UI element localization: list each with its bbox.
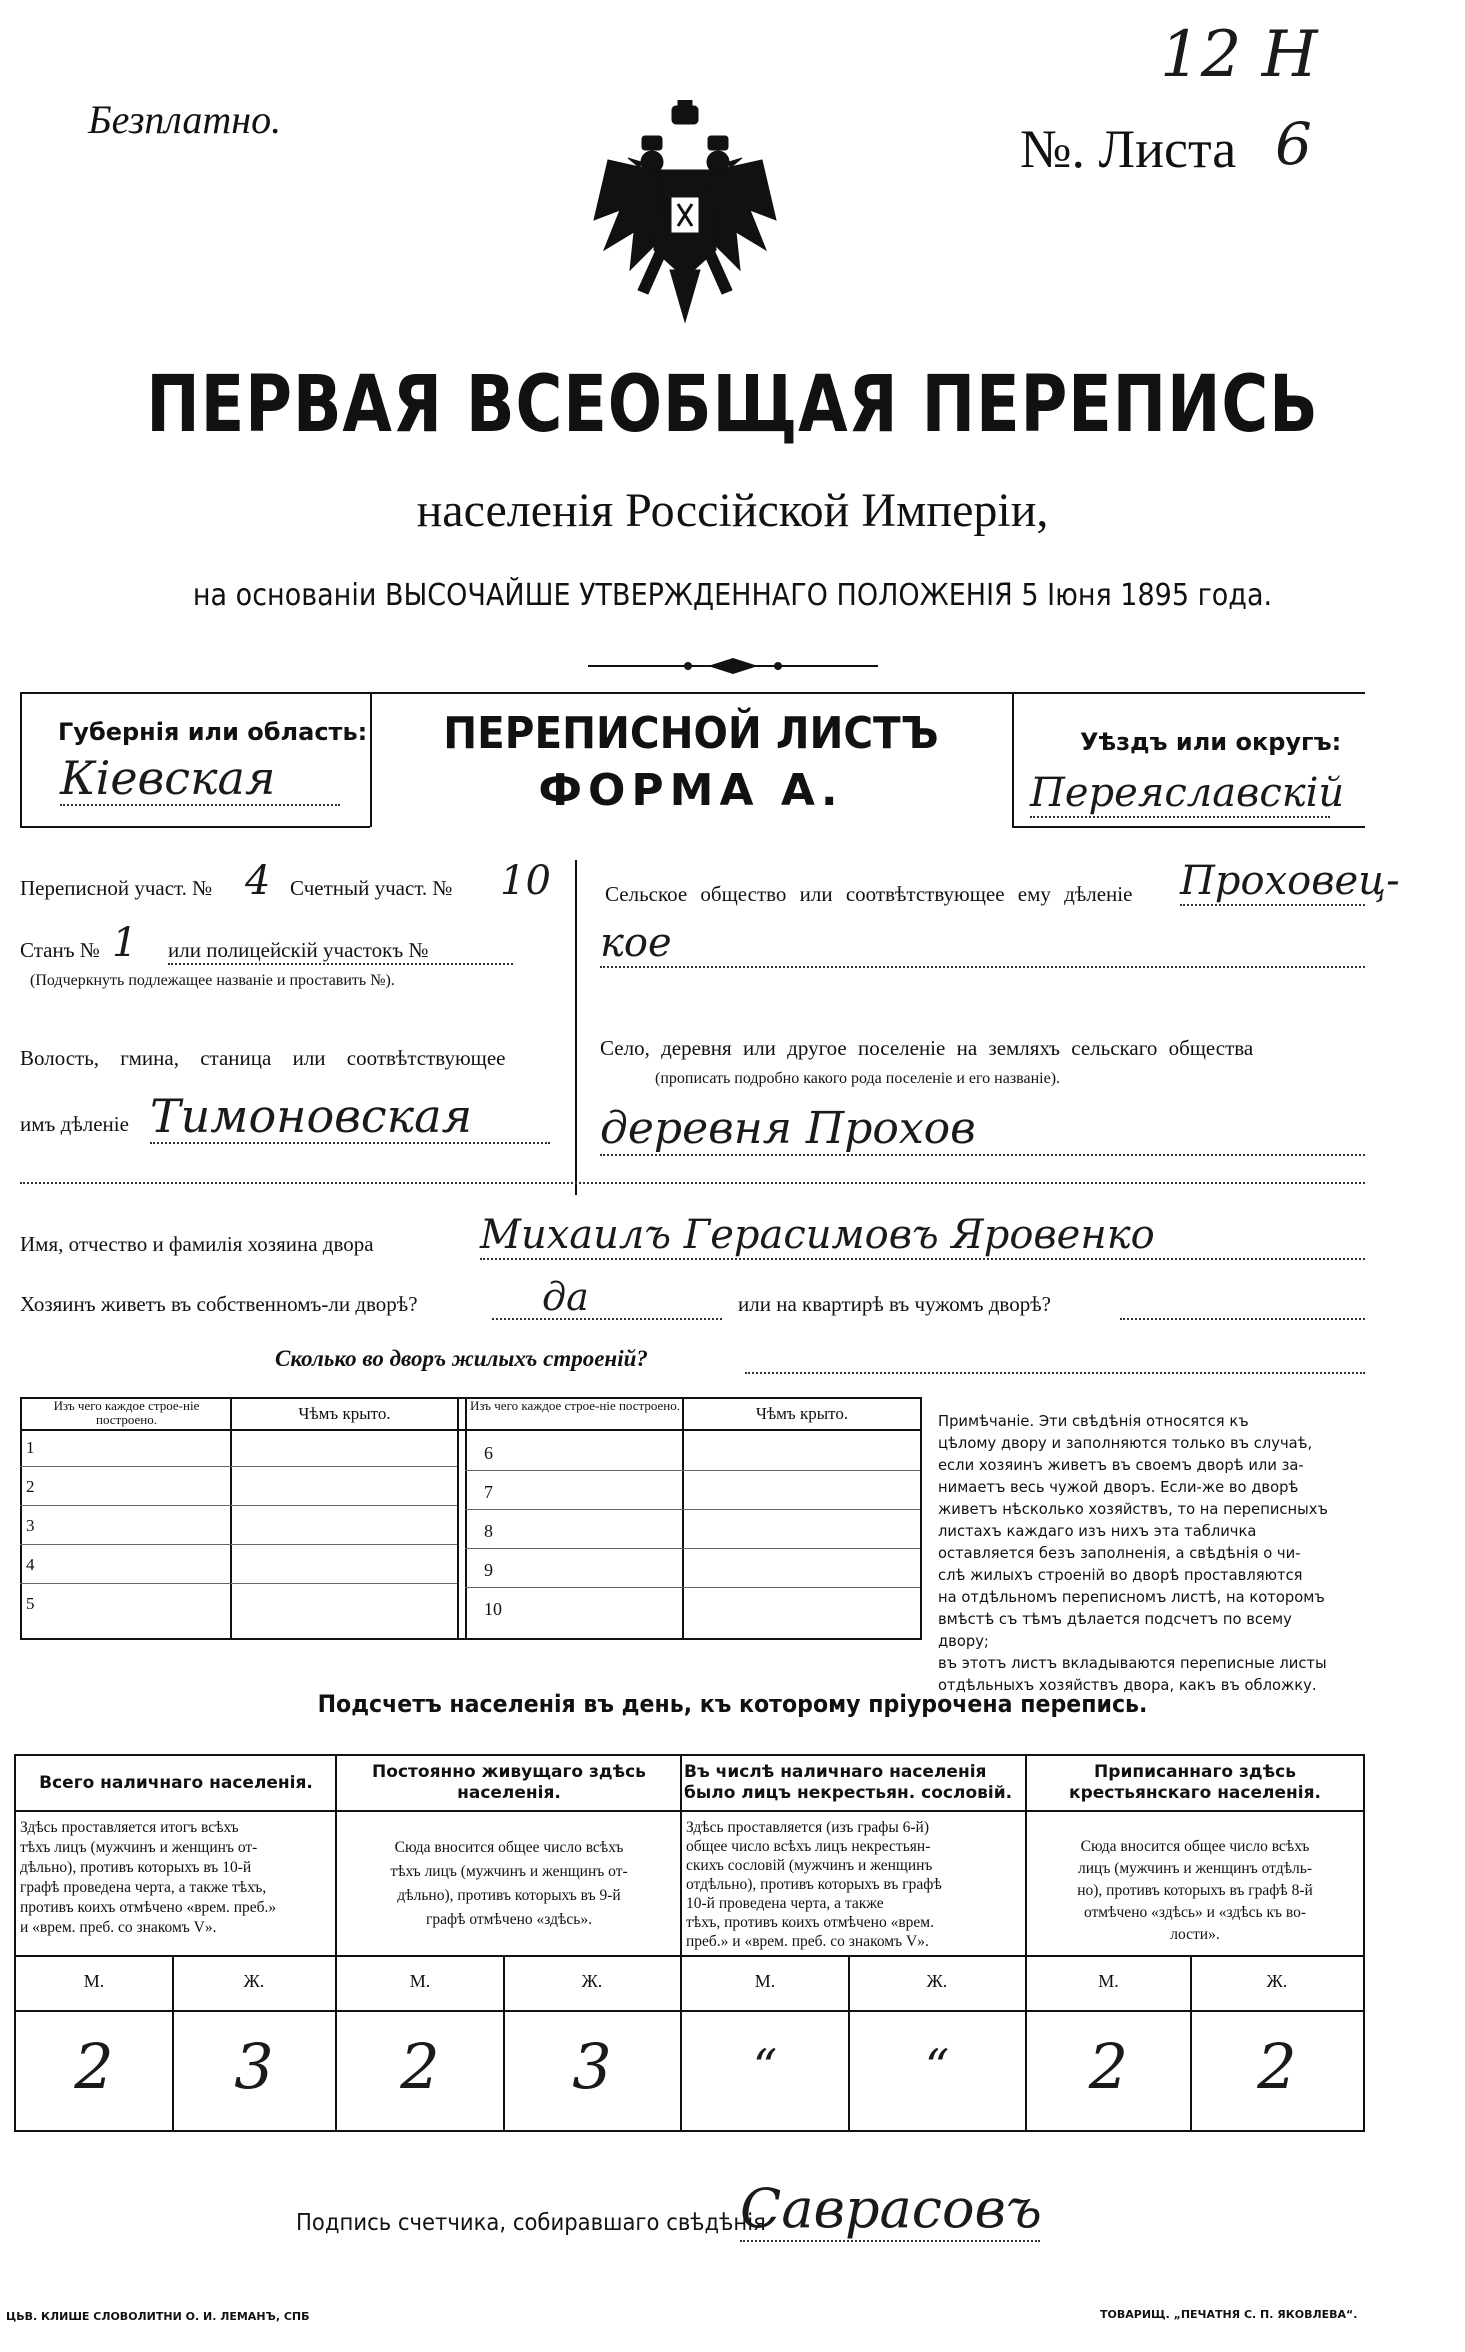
rented-label: или на квартирѣ въ чужомъ дворѣ? <box>738 1292 1051 1316</box>
document-subtitle: населенія Россійской Имперіи, <box>416 484 1049 537</box>
note-line: слѣ жилыхъ строеній во дворѣ проставляются <box>938 1566 1303 1584</box>
count-col-title: Въ числѣ наличнаго населенія было лицъ некрестьян. сословій. <box>684 1762 1013 1803</box>
volost-label-2: имъ дѣленіе <box>20 1112 129 1136</box>
note-line: вмѣстѣ съ тѣмъ дѣлается подсчетъ по всему двору; <box>938 1610 1292 1650</box>
female-label: Ж. <box>243 1971 265 1991</box>
double-headed-eagle-emblem <box>590 100 780 325</box>
row-number: 8 <box>484 1521 493 1541</box>
count-col-desc: Сюда вносится общее число всѣхъ тѣхъ лицъ (мужчинъ и женщинъ от- дѣльно), противъ которыхъ въ 9-й графѣ отмѣчено «здѣсь». <box>390 1839 628 1928</box>
sheet-number-label: №. Листа <box>1020 119 1237 179</box>
society-label: Сельское общество или соотвѣтствующее ему дѣленіе <box>605 882 1133 906</box>
male-count: 2 <box>1088 2030 1129 2103</box>
female-count: 3 <box>234 2030 274 2103</box>
female-label: Ж. <box>581 1971 603 1991</box>
male-label: М. <box>754 1971 776 1991</box>
right-imprint: ТОВАРИЩ. „ПЕЧАТНЯ С. П. ЯКОВЛЕВА“. <box>1100 2308 1358 2321</box>
male-count: “ <box>752 2039 778 2095</box>
row-number: 9 <box>484 1560 493 1580</box>
society-value-2: кое <box>600 920 1365 968</box>
note-line: отдѣльныхъ хозяйствъ двора, какъ въ обложку. <box>938 1676 1317 1694</box>
signature-value: Саврасовъ <box>740 2177 1042 2240</box>
free-label: Безплатно. <box>88 97 282 142</box>
count-col-title: Всего наличнаго населенія. <box>39 1773 313 1793</box>
uezd-label: Уѣздъ или округъ: <box>1080 728 1342 756</box>
signature-label: Подпись счетчика, собиравшаго свѣдѣнія <box>296 2210 766 2236</box>
row-number: 6 <box>484 1443 493 1463</box>
male-count: 2 <box>74 2030 114 2103</box>
owner-value: Михаилъ Герасимовъ Яровенко <box>480 1212 1365 1260</box>
female-count: 2 <box>1257 2030 1297 2103</box>
buildings-question: Сколько во дворъ жилыхъ строеній? <box>275 1346 648 1371</box>
form-title: ПЕРЕПИСНОЙ ЛИСТЪ <box>443 708 939 759</box>
note-line: живетъ нѣсколько хозяйствъ, то на переписныхъ <box>938 1500 1328 1518</box>
left-imprint: ЦЬВ. КЛИШЕ СЛОВОЛИТНИ О. И. ЛЕМАНЪ, СПБ <box>6 2310 310 2323</box>
rented-blank <box>1120 1316 1365 1320</box>
document-title: ПЕРВАЯ ВСЕОБЩАЯ ПЕРЕПИСЬ <box>146 360 1319 450</box>
owner-label: Имя, отчество и фамилія хозяина двора <box>20 1232 374 1256</box>
gubernia-label: Губернія или область: <box>58 718 368 746</box>
note-line: Примѣчаніе. Эти свѣдѣнія относятся къ <box>938 1412 1249 1430</box>
count-area-value: 10 <box>500 858 551 904</box>
count-col-desc: Сюда вносится общее число всѣхъ лицъ (мужчинъ и женщинъ отдѣль- но), противъ которыхъ въ графѣ 8-й отмѣчено «здѣсь» и «здѣсь къ во- лости». <box>1077 1838 1313 1943</box>
own-yard-value: да <box>492 1276 722 1320</box>
society-value-1: Проховец- <box>1180 858 1400 904</box>
sheet-number-value: 6 <box>1275 110 1312 178</box>
male-label: М. <box>409 1971 431 1991</box>
corner-marks: 12 H <box>1160 18 1318 92</box>
row-number: 2 <box>26 1477 35 1496</box>
note-line: оставляется безъ заполненія, а свѣдѣнія о чи- <box>938 1544 1301 1562</box>
note-block <box>938 1410 1342 1696</box>
buildings-blank <box>745 1370 1365 1374</box>
row-number: 5 <box>26 1594 35 1613</box>
note-line: нимаетъ весь чужой дворъ. Если-же во дворѣ <box>938 1478 1299 1496</box>
female-label: Ж. <box>926 1971 948 1991</box>
col-roof-right: Чѣмъ крыто. <box>755 1404 849 1423</box>
count-col-title: Постоянно живущаго здѣсь населенія. <box>372 1762 646 1803</box>
col-what-right: Изъ чего каждое строе-ніе построено. <box>470 1398 680 1413</box>
count-col-title: Приписаннаго здѣсь крестьянскаго населенія. <box>1069 1762 1321 1803</box>
stan-value: 1 <box>112 920 138 966</box>
legal-basis: на основаніи ВЫСОЧАЙШЕ УТВЕРЖДЕННАГО ПОЛОЖЕНІЯ 5 Іюня 1895 года. <box>192 578 1273 613</box>
female-count: “ <box>924 2039 950 2095</box>
count-col-desc: Здѣсь проставляется итогъ всѣхъ тѣхъ лицъ (мужчинъ и женщинъ от- дѣльно), противъ которыхъ въ 10-й графѣ проведена черта, а также тѣхъ, противъ коихъ отмѣчено «врем. преб.» и «врем. преб. со знакомъ V». <box>20 1819 277 1936</box>
female-label: Ж. <box>1266 1971 1288 1991</box>
village-note: (прописать подробно какого рода поселеніе и его названіе). <box>655 1070 1061 1087</box>
count-heading: Подсчетъ населенія въ день, къ которому пріурочена перепись. <box>317 1690 1148 1718</box>
count-col-desc: Здѣсь проставляется (изъ графы 6-й) общее число всѣхъ лицъ некрестьян- скихъ сословій (мужчинъ и женщинъ отдѣльно), противъ которыхъ въ графѣ 10-й проведена черта, а также тѣхъ, противъ коихъ отмѣчено «врем. преб.» и «врем. преб. со знакомъ V». <box>686 1819 942 1950</box>
note-line: если хозяинъ живетъ въ своемъ дворѣ или за- <box>938 1456 1304 1474</box>
male-count: 2 <box>400 2030 440 2103</box>
gubernia-value: Кіевская <box>60 752 340 806</box>
village-value: деревня Прохов <box>600 1104 1365 1156</box>
stan-label: Станъ № <box>20 938 100 962</box>
uezd-value: Переяславскій <box>1030 770 1345 816</box>
own-yard-label: Хозяинъ живетъ въ собственномъ-ли дворѣ? <box>20 1292 418 1316</box>
col-roof-left: Чѣмъ крыто. <box>298 1404 391 1423</box>
census-area-label: Переписной участ. № <box>20 876 213 900</box>
note-line: на отдѣльномъ переписномъ листѣ, на которомъ <box>938 1588 1325 1606</box>
form-letter: ФОРМА А. <box>538 765 844 816</box>
blank-line <box>20 1180 1365 1184</box>
row-number: 4 <box>26 1555 35 1574</box>
male-label: М. <box>1098 1971 1119 1991</box>
note-line: въ этотъ листъ вкладываются переписные листы <box>938 1654 1327 1672</box>
note-line: цѣлому двору и заполняются только въ случаѣ, <box>938 1434 1313 1452</box>
male-label: М. <box>83 1971 105 1991</box>
police-label: или полицейскій участокъ № <box>168 938 513 965</box>
row-number: 7 <box>484 1482 493 1502</box>
ornament-divider <box>588 656 878 676</box>
col-what-left: Изъ чего каждое строе-ніе построено. <box>53 1398 200 1427</box>
volost-label: Волость, гмина, станица или соотвѣтствующее <box>20 1046 506 1070</box>
note-line: листахъ каждаго изъ нихъ эта табличка <box>938 1522 1257 1540</box>
census-area-value: 4 <box>245 858 271 904</box>
row-number: 1 <box>26 1438 35 1457</box>
volost-value: Тимоновская <box>150 1090 550 1144</box>
count-area-label: Счетный участ. № <box>290 876 453 900</box>
row-number: 10 <box>484 1599 502 1619</box>
underline-note: (Подчеркнуть подлежащее названіе и проставить №). <box>30 972 395 989</box>
village-label: Село, деревня или другое поселеніе на земляхъ сельскаго общества <box>600 1036 1254 1060</box>
row-number: 3 <box>26 1516 35 1535</box>
female-count: 3 <box>572 2030 612 2103</box>
